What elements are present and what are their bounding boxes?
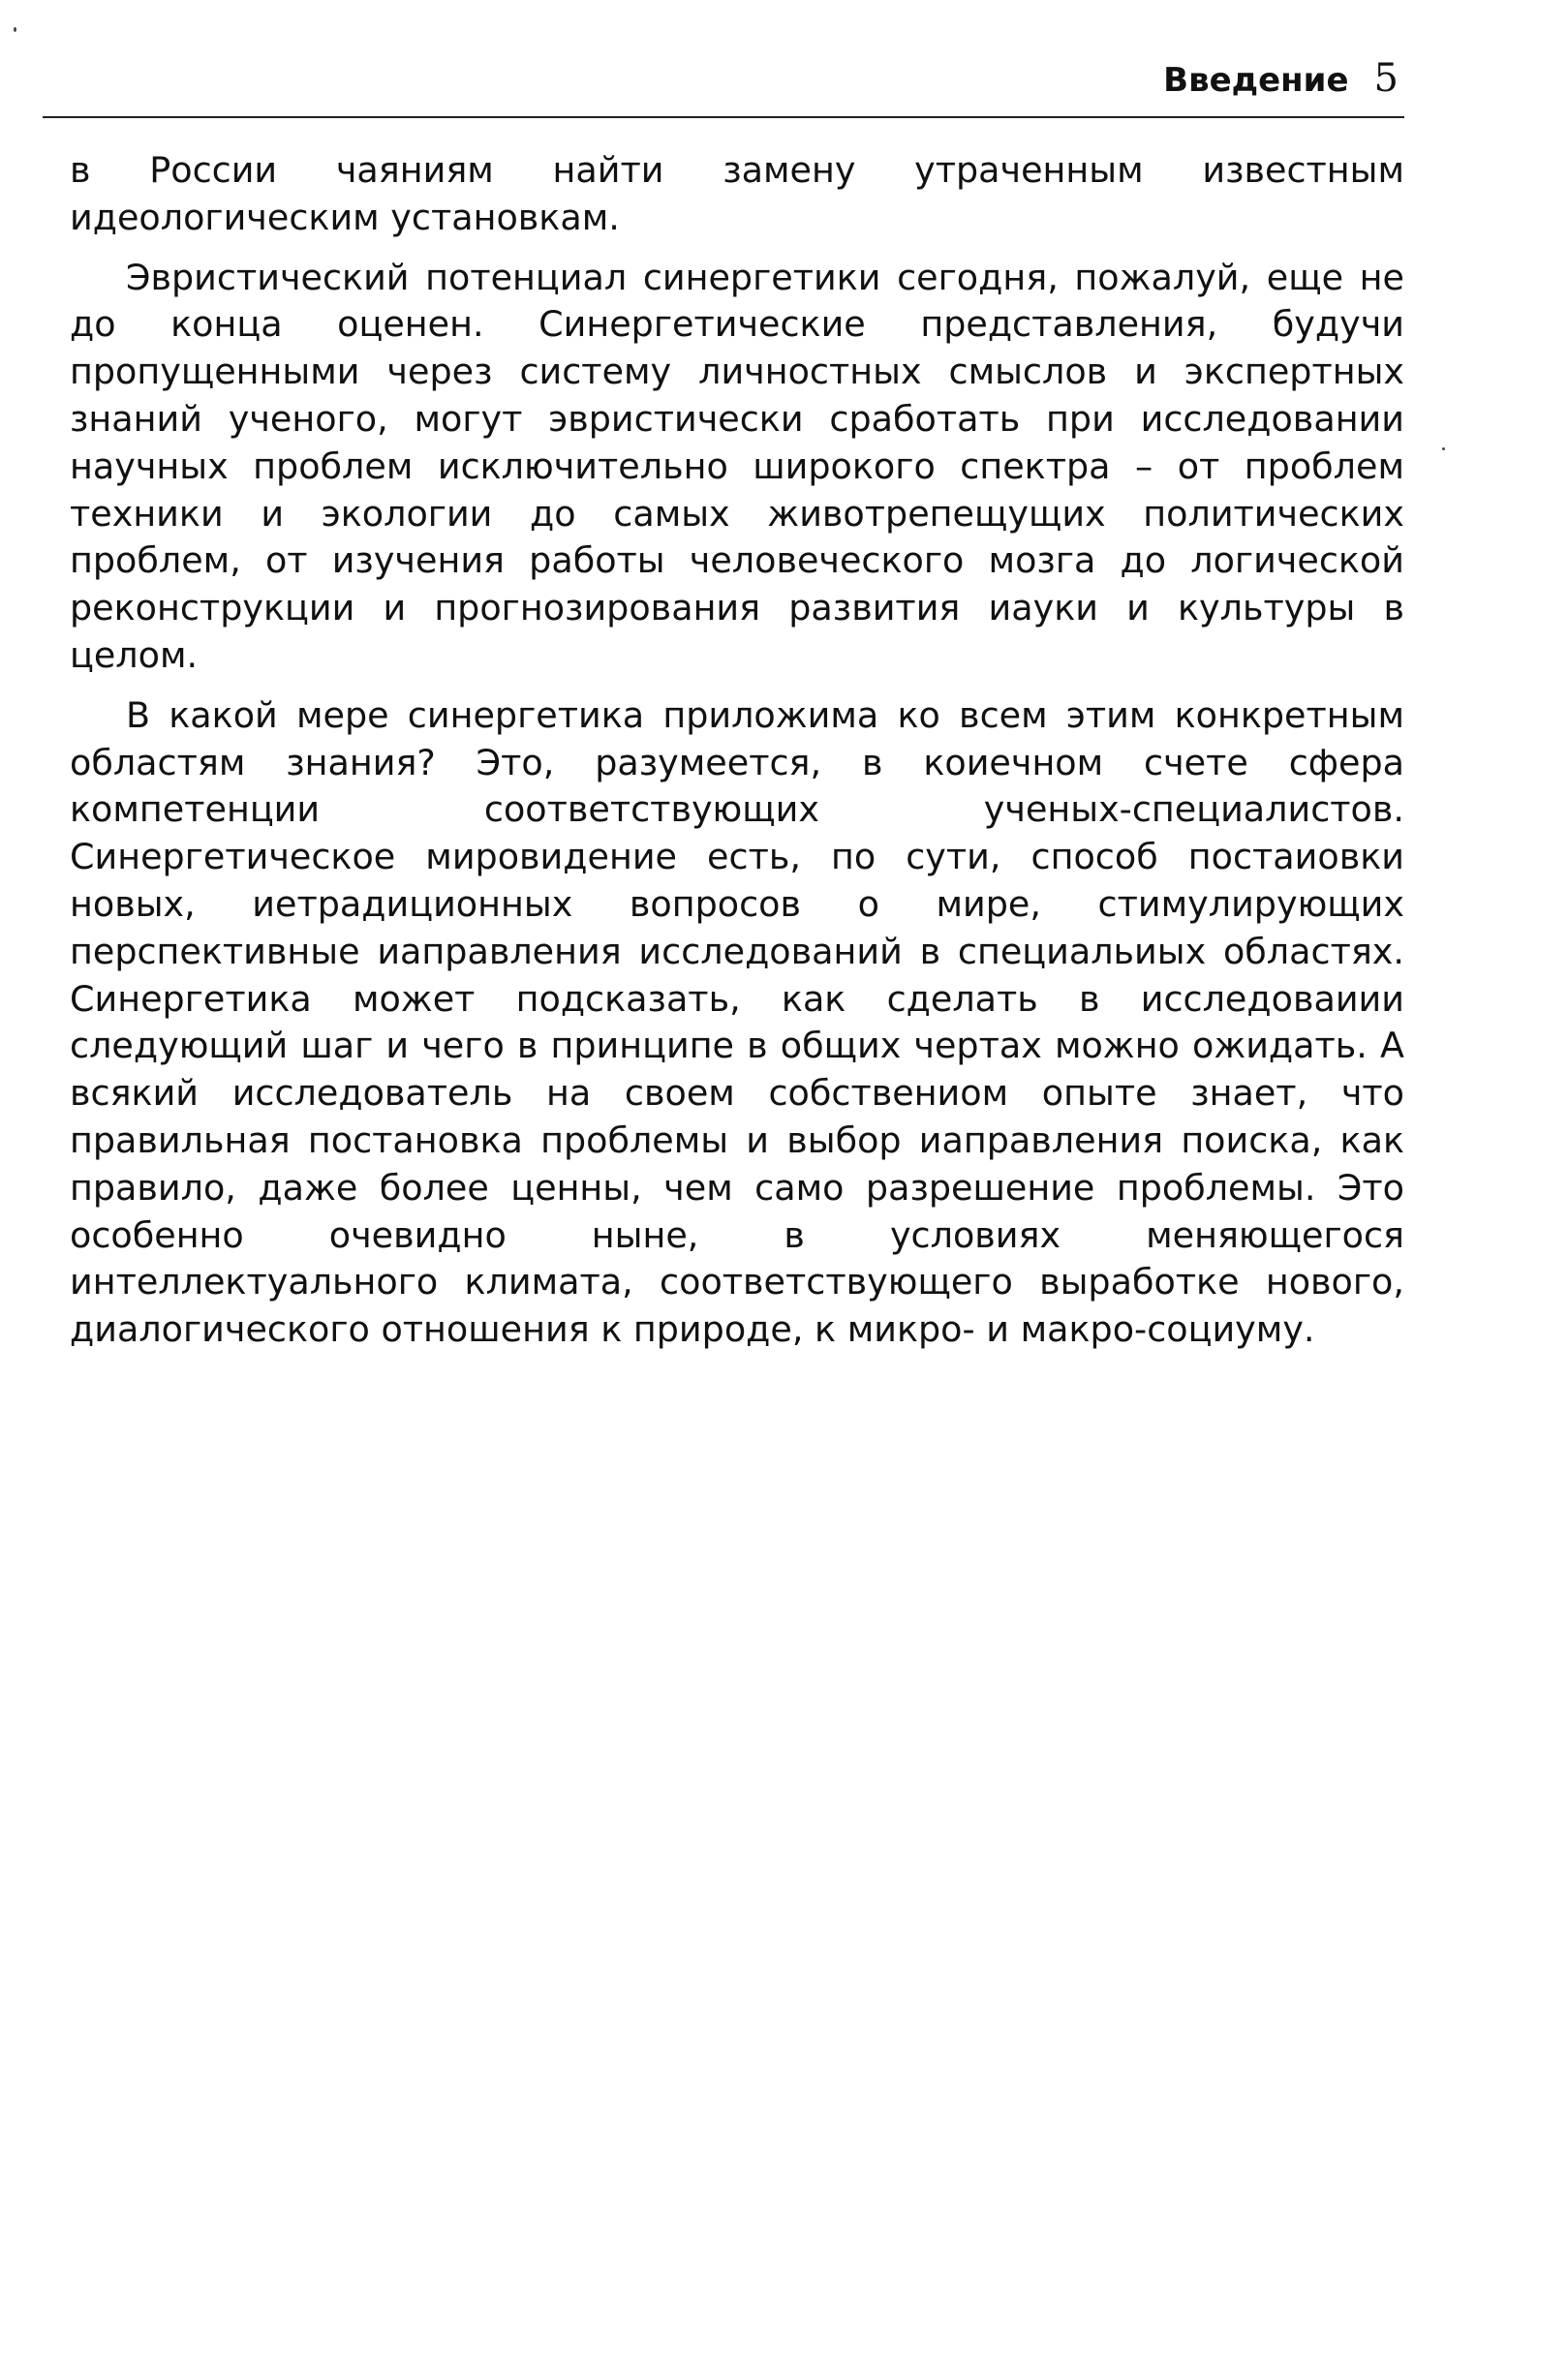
page-number: 5 [1373,56,1399,101]
scan-speck [14,27,16,32]
paragraph-2: Эвристический потенциал синергетики сегодня, пожалуй, еще не до конца оценен. Синергетические представления, будучи пропущенными через систему личностных смыслов и экспертных знаний ученого, могут эвристически сработать при исследовании научных проблем исключительно широкого спектра – от проблем техники и экологии до самых животрепещущих политических проблем, от изучения работы человеческого мозга до логической реконструкции и прогнозирования развития иауки и культуры в целом. [70,256,1404,676]
running-head [70,56,1404,107]
scan-speck [1442,447,1445,450]
body-text [70,147,1404,1354]
book-page [70,56,1404,1354]
header-rule [43,116,1404,118]
paragraph-3: В какой мере синергетика приложима ко всем этим конкретным областям знания? Это, разумеется, в коиечном счете сфера компетенции соответствующих ученых-специалистов. Синергетическое мировидение есть, по сути, способ постаиовки новых, иетрадиционных вопросов о мире, стимулирующих перспективные иаправления исследований в специальиых областях. Синергетика может подсказать, как сделать в исследоваиии следующий шаг и чего в принципе в общих чертах можно ожидать. А всякий исследователь на своем собствениом опыте знает, что правильная постановка проблемы и выбор иаправления поиска, как правило, даже более ценны, чем само разрешение проблемы. Это особенно очевидно ныне, в условиях меняющегося интеллектуального климата, соответствующего выработке нового, диалогического отношения к природе, к микро- и макро-социуму. [70,693,1404,1351]
section-title: Введение [1163,61,1349,100]
paragraph-1: в России чаяниям найти замену утраченным известным идеологическим установкам. [70,149,1404,238]
